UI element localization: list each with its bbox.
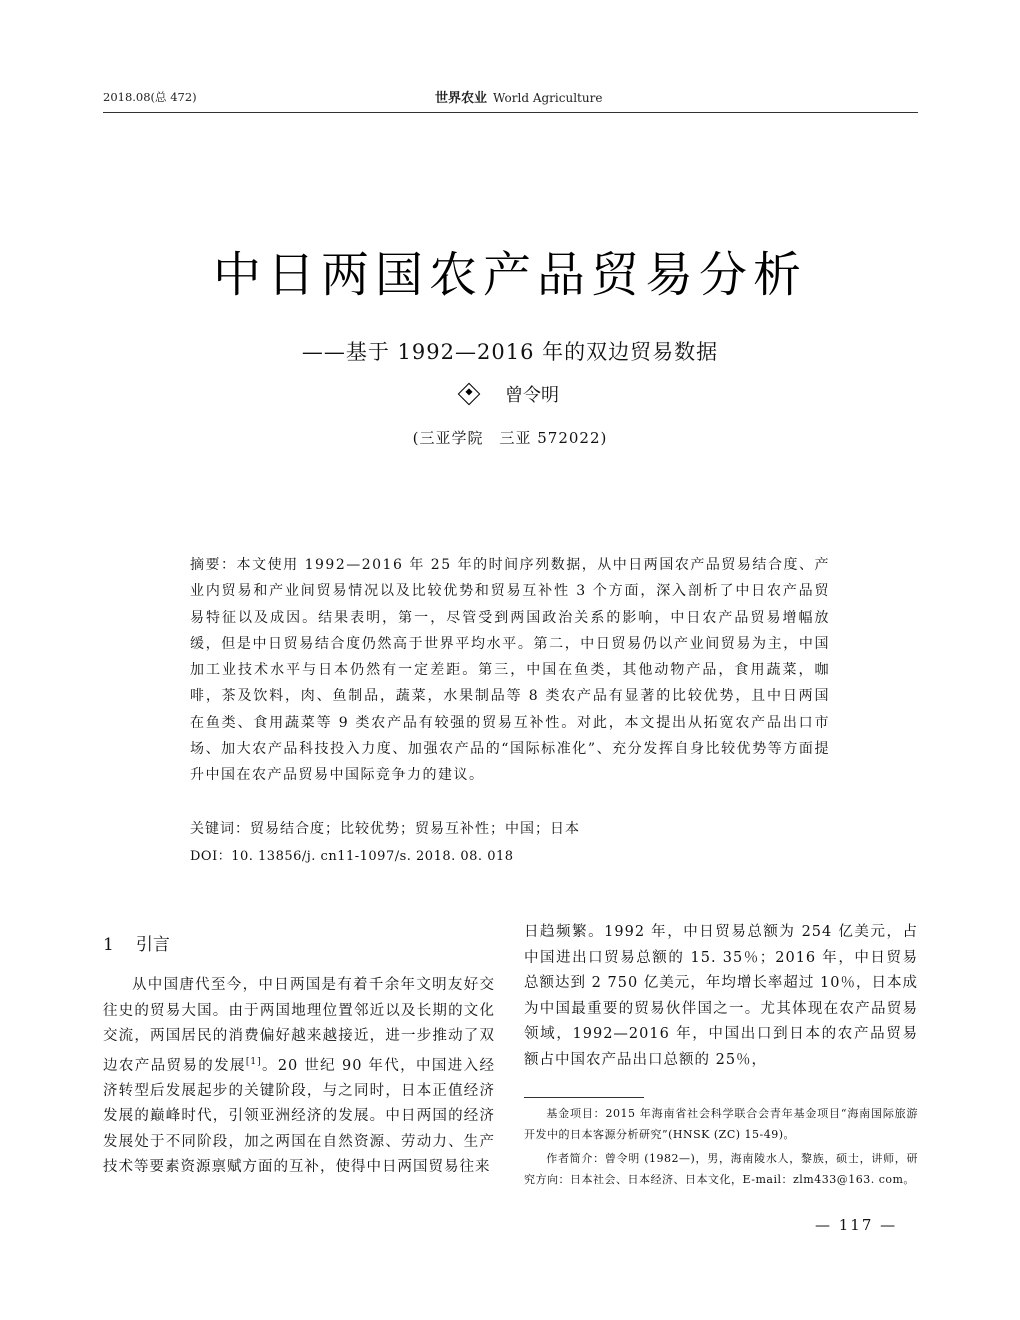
diamond-icon [458,383,481,406]
citation: [1] [245,1056,262,1067]
author-name: 曾令明 [505,385,559,406]
page-number: — 117 — [815,1216,898,1234]
author-line [0,381,1020,407]
affiliation: (三亚学院 三亚 572022) [412,429,608,447]
header-rule [103,112,918,113]
header-journal [435,87,602,106]
footnote-fund [524,1103,918,1145]
paper-subtitle: ——基于 1992—2016 年的双边贸易数据 [301,340,719,364]
journal-name-en: World Agriculture [493,91,603,105]
header-issue: 2018.08(总 472) [103,90,197,104]
section-heading [103,930,495,955]
body-text-2: 。20 世纪 90 年代，中国进入经济转型后发展起步的关键阶段，与之同时，日本正值经济发展的巅峰时代，引领亚洲经济的发展。中日两国的经济发展处于不同阶段，加之两国在自然资源、劳动力、生产技术等要素资源禀赋方面的互补，使得中日两国贸易往来 [103,1057,496,1176]
body-paragraph [103,973,495,1181]
keywords: 关键词：贸易结合度；比较优势；贸易互补性；中国；日本 [190,821,580,837]
section-number: 1 [103,935,114,955]
left-column [103,930,495,1181]
paper-title: 中日两国农产品贸易分析 [212,247,807,303]
body-paragraph-continued: 日趋频繁。1992 年，中日贸易总额为 254 亿美元，占中国进出口贸易总额的 15. 35％；2016 年，中日贸易总额达到 2 750 亿美元，年均增长率超过 10％，日本成为中国最重要的贸易伙伴国之一。尤其体现在农产品贸易领域，1992—2016 年，中国出口到日本的农产品贸易额占中国农产品出口总额的 25％， [524,924,918,1068]
body-text-1: 从中国唐代至今，中日两国是有着千余年文明友好交往史的贸易大国。由于两国地理位置邻近以及长期的文化交流，两国居民的消费偏好越来越接近，进一步推动了双边农产品贸易的发展 [103,977,495,1074]
footnote-rule [524,1097,644,1098]
journal-logo-cn: 世界农业 [435,91,488,106]
doi: DOI：10. 13856/j. cn11-1097/s. 2018. 08. 018 [190,849,514,864]
right-column [524,920,918,1073]
footnote-author [524,1148,918,1190]
section-title: 引言 [135,935,170,955]
abstract: 摘要：本文使用 1992—2016 年 25 年的时间序列数据，从中日两国农产品贸易结合度、产业内贸易和产业间贸易情况以及比较优势和贸易互补性 3 个方面，深入剖析了中日农产品贸易特征以及成因。结果表明，第一，尽管受到两国政治关系的影响，中日农产品贸易增幅放缓，但是中日贸易结合度仍然高于世界平均水平。第二，中日贸易仍以产业间贸易为主，中国加工业技术水平与日本仍然有一定差距。第三，中国在鱼类，其他动物产品，食用蔬菜，咖啡，茶及饮料，肉、鱼制品，蔬菜，水果制品等 8 类农产品有显著的比较优势，且中日两国在鱼类、食用蔬菜等 9 类农产品有较强的贸易互补性。对此，本文提出从拓宽农产品出口市场、加大农产品科技投入力度、加强农产品的“国际标准化”、充分发挥自身比较优势等方面提升中国在农产品贸易中国际竞争力的建议。 [190,557,830,784]
footnote-author-text: 作者简介：曾令明 (1982—)，男，海南陵水人，黎族，硕士，讲师，研究方向：日本社会、日本经济、日本文化，E-mail：zlm433@163. com。 [524,1152,918,1186]
footnote-fund-text: 基金项目：2015 年海南省社会科学联合会青年基金项目“海南国际旅游开发中的日本客源分析研究”(HNSK (ZC) 15-49)。 [524,1107,918,1141]
